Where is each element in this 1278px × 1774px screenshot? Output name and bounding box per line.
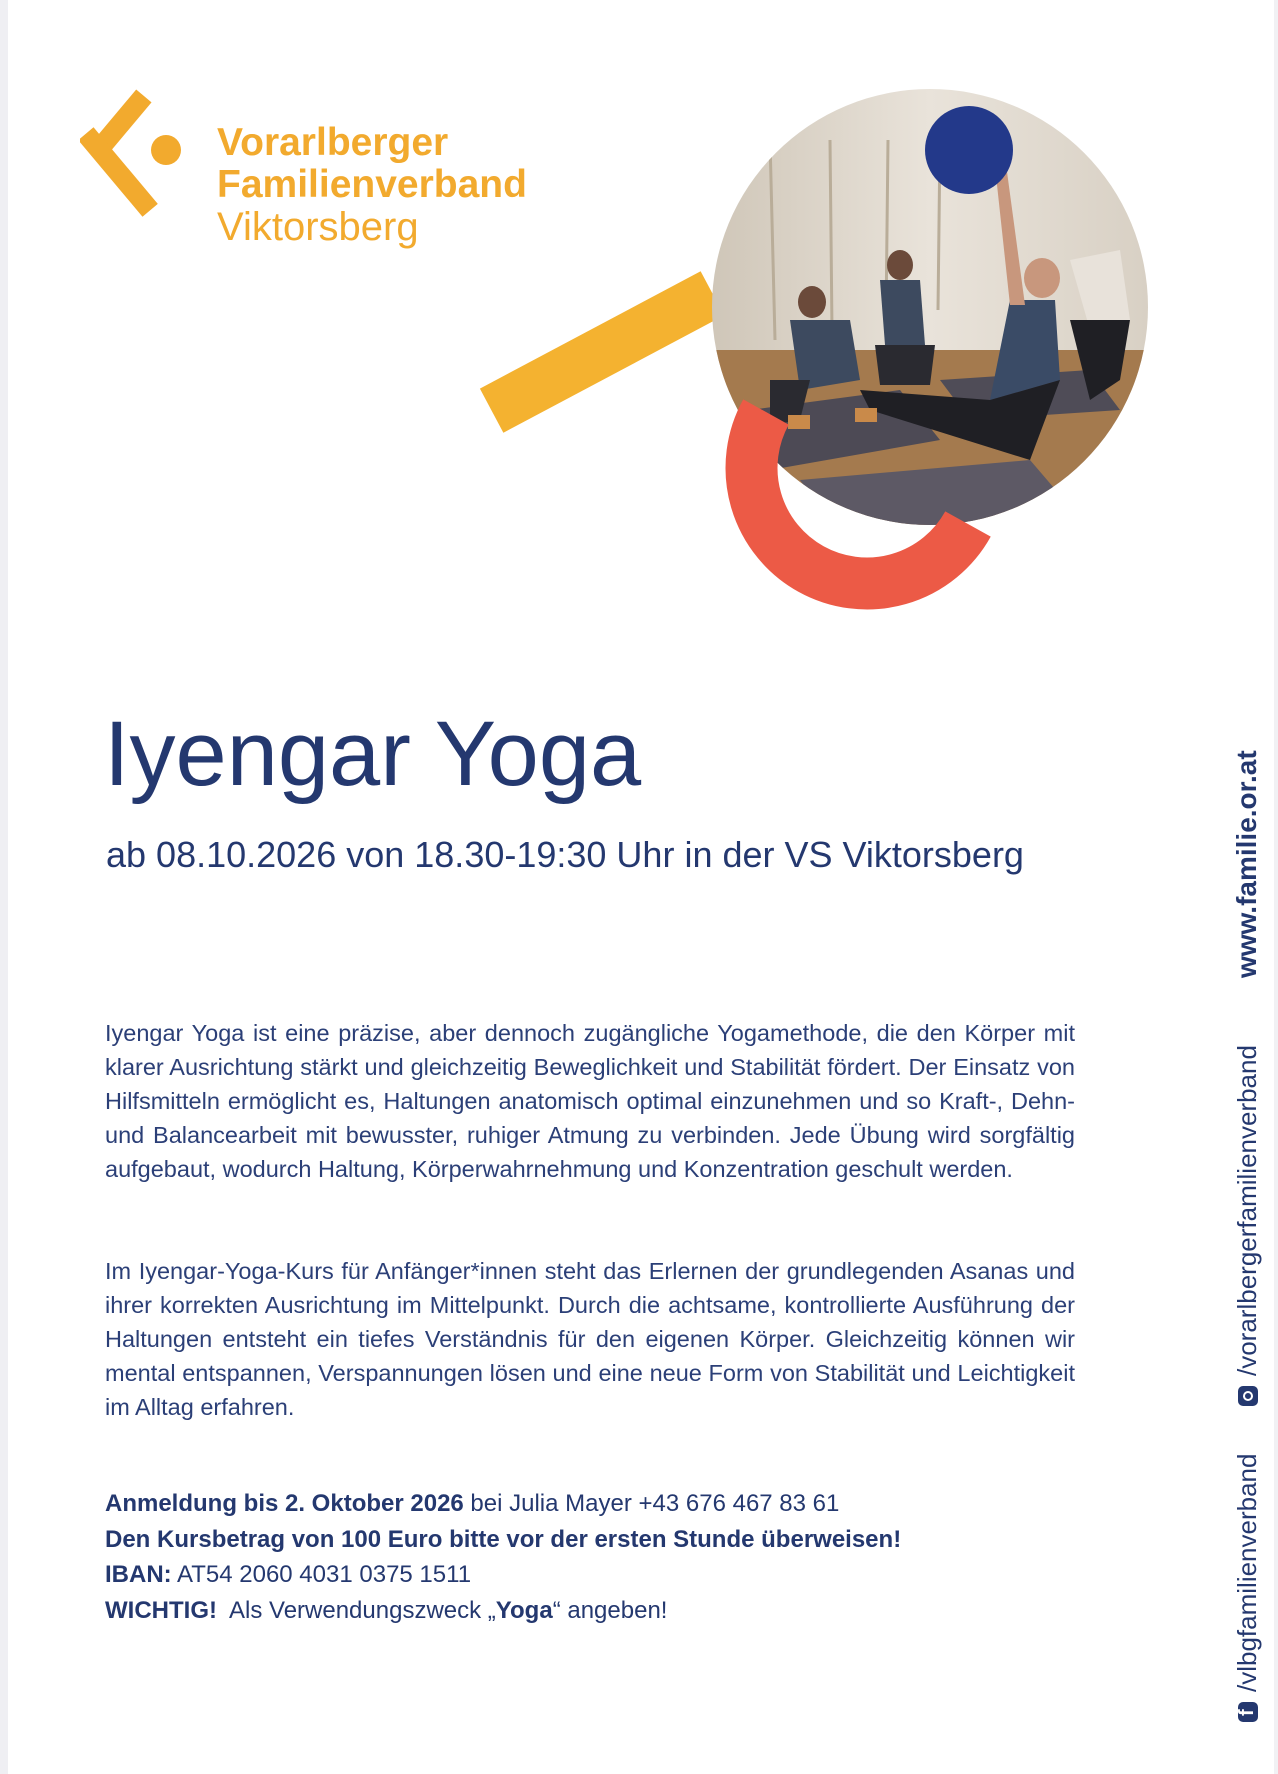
yoga-photo-composition <box>470 80 1170 680</box>
instagram-link[interactable] <box>1232 1045 1262 1406</box>
organization-line3: Viktorsberg <box>217 205 419 249</box>
registration-contact: bei Julia Mayer +43 676 467 83 61 <box>463 1490 840 1517</box>
facebook-icon <box>1238 1702 1258 1722</box>
iban-label: IBAN: <box>105 1561 172 1588</box>
organization-line2: Familienverband <box>217 163 527 206</box>
page-title: Iyengar Yoga <box>104 703 642 805</box>
registration-deadline: Anmeldung bis 2. Oktober 2026 <box>105 1490 464 1517</box>
yellow-bar-shape <box>480 271 724 433</box>
description-paragraph-2: Im Iyengar-Yoga-Kurs für Anfänger*innen steht das Erlernen der grundlegenden Asanas und ihrer korrekten Ausrichtung im Mittelpunkt. Durch die achtsame, kontrollierte Ausführung der Haltungen entsteht ein tiefes Verständnis für den eigenen Körper. Gleichzeitig können wir mental entspannen, Verspannungen lösen und eine neue Form von Stabilität und Leichtigkeit im Alltag erfahren. <box>105 1258 1075 1420</box>
page-edge-left <box>0 0 8 1774</box>
page-edge-right <box>1274 0 1278 1774</box>
registration-line <box>105 1486 1085 1522</box>
iban-value: AT54 2060 4031 0375 1511 <box>171 1561 472 1588</box>
instagram-handle: /vorarlbergerfamilienverband <box>1232 1045 1262 1376</box>
registration-info <box>105 1486 1085 1628</box>
event-date-location: ab 08.10.2026 von 18.30-19:30 Uhr in der VS Viktorsberg <box>106 834 1024 875</box>
facebook-handle: /vlbgfamilienverband <box>1232 1453 1262 1692</box>
important-text-pre: Als Verwendungszweck „ <box>216 1596 496 1624</box>
iban-line <box>105 1557 1085 1593</box>
blue-circle-shape <box>925 106 1013 194</box>
website-link[interactable]: www.familie.or.at <box>1231 750 1262 978</box>
important-text-post: “ angeben! <box>552 1596 668 1624</box>
important-line <box>105 1593 1085 1629</box>
instagram-icon <box>1238 1386 1258 1406</box>
important-keyword: Yoga <box>495 1596 553 1624</box>
familienverband-logo-icon <box>80 88 190 218</box>
description-paragraph-1: Iyengar Yoga ist eine präzise, aber dennoch zugängliche Yogamethode, die den Körper mit klarer Ausrichtung stärkt und gleichzeitig Beweglichkeit und Stabilität fördert. Der Einsatz von Hilfsmitteln ermöglicht es, Haltungen anatomisch optimal einzunehmen und so Kraft-, Dehn- und Balancearbeit mit bewusster, ruhiger Atmung zu verbinden. Jede Übung wird sorgfältig aufgebaut, wodurch Haltung, Körperwahrnehmung und Konzentration geschult werden. <box>105 1020 1075 1182</box>
organization-line1: Vorarlberger <box>217 121 449 164</box>
course-fee-line: Den Kursbetrag von 100 Euro bitte vor der ersten Stunde überweisen! <box>105 1525 902 1553</box>
facebook-link[interactable] <box>1232 1454 1262 1722</box>
important-label: WICHTIG! <box>105 1596 217 1624</box>
